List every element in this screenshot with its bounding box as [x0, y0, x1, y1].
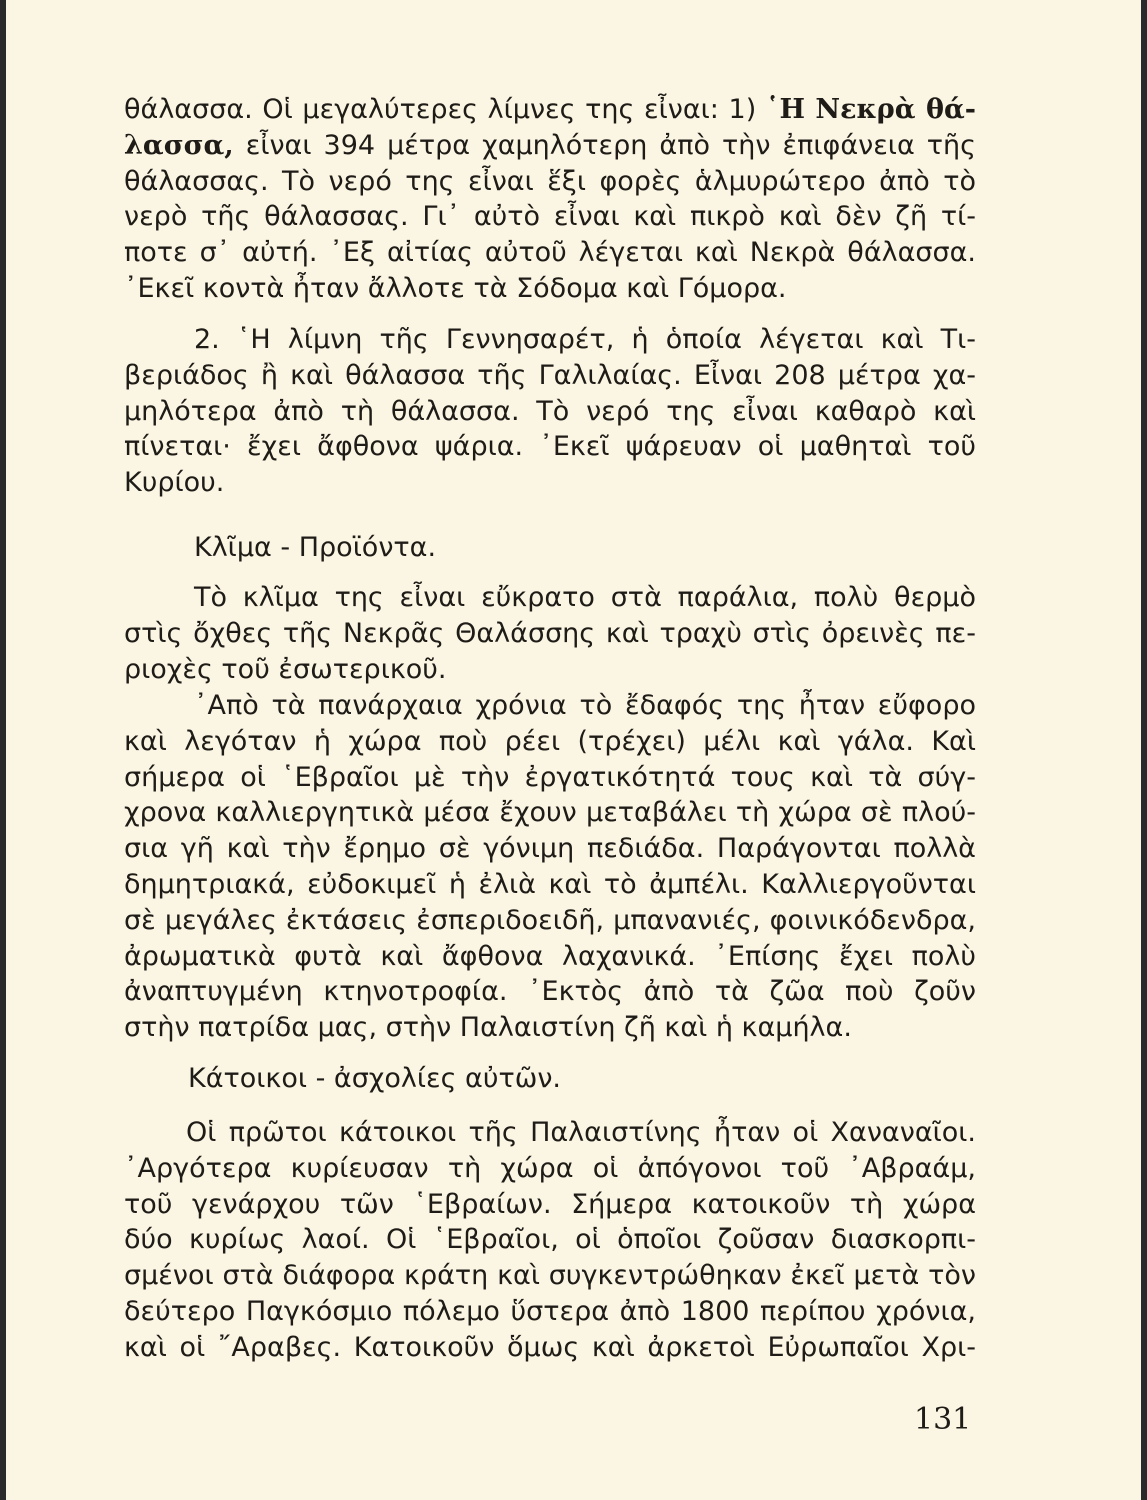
text-line: σήμερα οἱ ῾Εβραῖοι μὲ τὴν ἐργατικότητά τους καὶ τὰ σύγ- — [124, 761, 976, 793]
text-fragment: θάλασσα. Οἱ μεγαλύτερες λίμνες της εἶναι: 1) — [124, 94, 766, 125]
text-line: ᾿Αργότερα κυρίευσαν τὴ χώρα οἱ ἀπόγονοι τοῦ ᾿Αβραάμ, — [124, 1152, 976, 1184]
text-line: στὶς ὄχθες τῆς Νεκρᾶς Θαλάσσης καὶ τραχὺ στὶς ὀρεινὲς πε- — [124, 617, 976, 649]
text-line: θάλασσας. Τὸ νερό της εἶναι ἕξι φορὲς ἁλμυρώτερο ἀπὸ τὸ — [124, 165, 976, 197]
text-line: σια γῆ καὶ τὴν ἔρημο σὲ γόνιμη πεδιάδα. Παράγονται πολλὰ — [124, 833, 976, 865]
text-line: χρονα καλλιεργητικὰ μέσα ἔχουν μεταβάλει τὴ χώρα σὲ πλού- — [124, 797, 976, 829]
paragraph-dead-sea — [124, 92, 976, 307]
text-line: σὲ μεγάλες ἐκτάσεις ἐσπεριδοειδῆ, μπανανιές, φοινικόδενδρα, — [124, 904, 976, 936]
paragraph-products — [124, 688, 976, 1046]
paragraph-inhabitants — [124, 1115, 976, 1366]
text-line: ᾿Εκεῖ κοντὰ ἦταν ἄλλοτε τὰ Σόδομα καὶ Γόμορα. — [124, 272, 787, 304]
text-line: ριοχὲς τοῦ ἐσωτερικοῦ. — [124, 653, 447, 685]
text-line: καὶ λεγόταν ἡ χώρα ποὺ ρέει (τρέχει) μέλι καὶ γάλα. Καὶ — [124, 725, 976, 757]
text-line: σμένοι στὰ διάφορα κράτη καὶ συγκεντρώθηκαν ἐκεῖ μετὰ τὸν — [124, 1260, 976, 1292]
text-line: Οἱ πρῶτοι κάτοικοι τῆς Παλαιστίνης ἦταν οἱ Χαναναῖοι. — [186, 1117, 976, 1148]
bold-term-dead-sea: ῾Η Νεκρὰ θά- — [765, 94, 976, 125]
section-heading-climate: Κλῖμα - Προϊόντα. — [194, 532, 437, 563]
text-line: ποτε σ᾿ αὐτή. ᾿Εξ αἰτίας αὐτοῦ λέγεται καὶ Νεκρὰ θάλασσα. — [124, 237, 976, 269]
section-heading-inhabitants: Κάτοικοι - ἀσχολίες αὐτῶν. — [188, 1063, 562, 1094]
text-line: βεριάδος ἢ καὶ θάλασσα τῆς Γαλιλαίας. Εἶναι 208 μέτρα χα- — [124, 359, 976, 391]
text-line: ἀρωματικὰ φυτὰ καὶ ἄφθονα λαχανικά. ᾿Επίσης ἔχει πολὺ — [124, 940, 976, 972]
text-line: μηλότερα ἀπὸ τὴ θάλασσα. Τὸ νερό της εἶναι καθαρὸ καὶ — [124, 395, 976, 427]
page-number: 131 — [914, 1402, 972, 1437]
text-line: νερὸ τῆς θάλασσας. Γι᾿ αὐτὸ εἶναι καὶ πικρὸ καὶ δὲν ζῆ τί- — [124, 201, 976, 233]
text-line — [124, 92, 976, 128]
text-line: δεύτερο Παγκόσμιο πόλεμο ὕστερα ἀπὸ 1800 περίπου χρόνια, — [124, 1295, 976, 1327]
text-line: τοῦ γενάρχου τῶν ῾Εβραίων. Σήμερα κατοικοῦν τὴ χώρα — [124, 1188, 976, 1220]
text-line — [124, 128, 976, 164]
text-line: Κυρίου. — [124, 467, 225, 499]
bold-term-continuation: λασσα, — [124, 129, 234, 161]
text-line: 2. ῾Η λίμνη τῆς Γεννησαρέτ, ἡ ὁποία λέγεται καὶ Τι- — [194, 324, 976, 355]
text-fragment: εἶναι 394 μέτρα χαμηλότερη ἀπὸ τὴν ἐπιφάνεια τῆς — [233, 129, 976, 161]
text-line: ἀναπτυγμένη κτηνοτροφία. ᾿Εκτὸς ἀπὸ τὰ ζῶα ποὺ ζοῦν — [124, 976, 976, 1008]
text-line: Τὸ κλῖμα της εἶναι εὔκρατο στὰ παράλια, πολὺ θερμὸ — [194, 582, 976, 613]
text-line: στὴν πατρίδα μας, στὴν Παλαιστίνη ζῆ καὶ ἡ καμήλα. — [124, 1012, 852, 1044]
paragraph-sea-of-galilee — [124, 322, 976, 501]
text-line: δύο κυρίως λαοί. Οἱ ῾Εβραῖοι, οἱ ὁποῖοι ζοῦσαν διασκορπι- — [124, 1224, 976, 1256]
text-line: ᾿Απὸ τὰ πανάρχαια χρόνια τὸ ἔδαφός της ἦταν εὔφορο — [194, 690, 976, 721]
text-line: πίνεται· ἔχει ἄφθονα ψάρια. ᾿Εκεῖ ψάρευαν οἱ μαθηταὶ τοῦ — [124, 431, 976, 463]
text-line: δημητριακά, εὐδοκιμεῖ ἡ ἐλιὰ καὶ τὸ ἀμπέλι. Καλλιεργοῦνται — [124, 868, 976, 900]
paragraph-climate — [124, 580, 976, 687]
text-line: καὶ οἱ ῎Αραβες. Κατοικοῦν ὅμως καὶ ἀρκετοὶ Εὐρωπαῖοι Χρι- — [124, 1331, 976, 1363]
